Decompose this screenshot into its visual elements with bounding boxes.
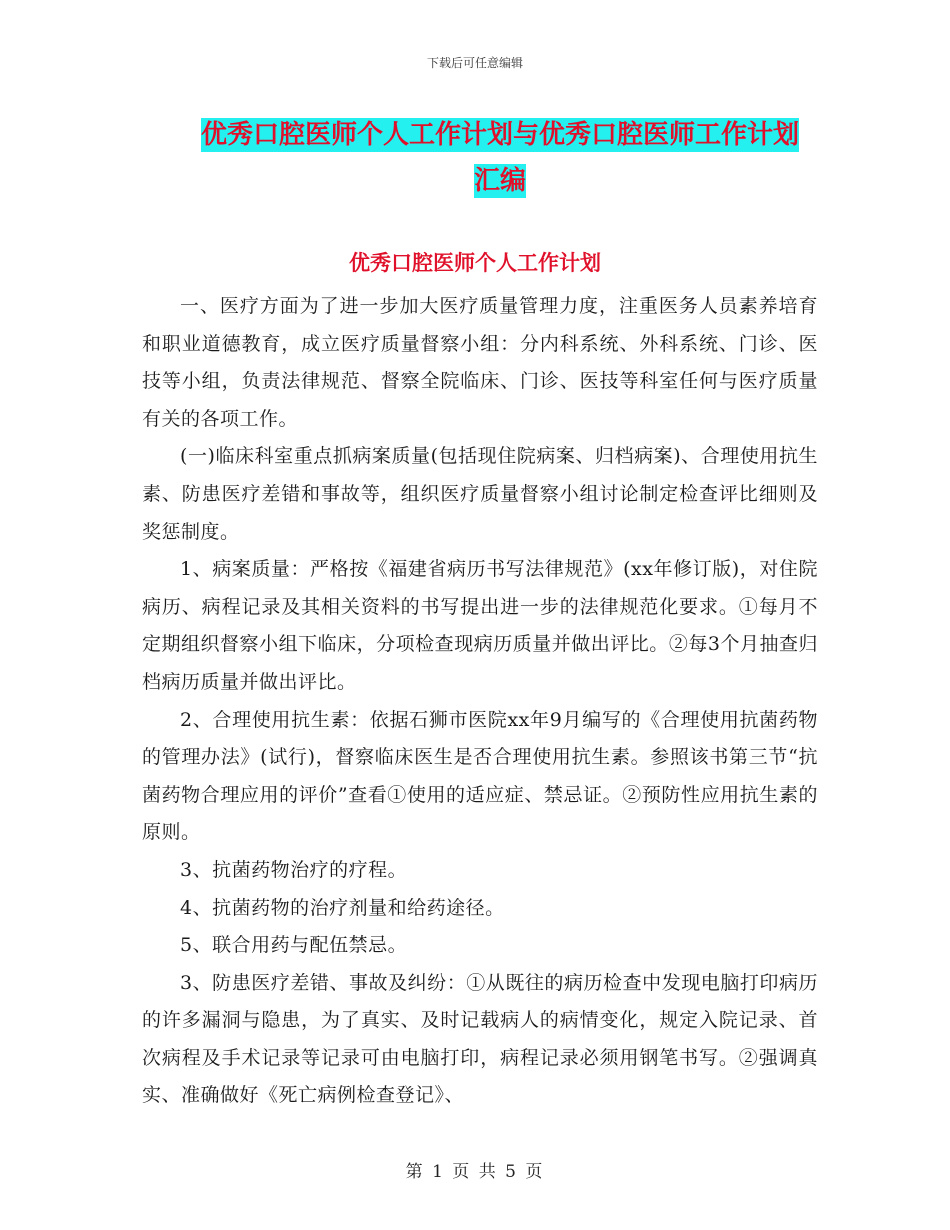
paragraph: 3、防患医疗差错、事故及纠纷：①从既往的病历检查中发现电脑打印病历的许多漏洞与隐患，为了真实、及时记载病人的病情变化，规定入院记录、首次病程及手术记录等记录可由电脑打印，病程记录必须用钢笔书写。②强调真实、准确做好《死亡病例检查登记》、 xyxy=(142,971,818,1107)
paragraph: 5、联合用药与配伍禁忌。 xyxy=(180,934,408,957)
paragraph: (一)临床科室重点抓病案质量(包括现住院病案、归档病案)、合理使用抗生素、防患医疗差错和事故等，组织医疗质量督察小组讨论制定检查评比细则及奖惩制度。 xyxy=(142,445,818,543)
document-title xyxy=(190,112,810,204)
document-title-line-1: 优秀口腔医师个人工作计划与优秀口腔医师工作计划 xyxy=(200,120,799,150)
document-body xyxy=(142,288,818,1115)
section-title: 优秀口腔医师个人工作计划 xyxy=(349,251,601,275)
header-note: 下载后可任意编辑 xyxy=(426,56,523,70)
paragraph: 1、病案质量：严格按《福建省病历书写法律规范》(xx年修订版)，对住院病历、病程记录及其相关资料的书写提出进一步的法律规范化要求。①每月不定期组织督察小组下临床，分项检查现病历质量并做出评比。②每3个月抽查归档病历质量并做出评比。 xyxy=(142,558,818,693)
paragraph: 4、抗菌药物的治疗剂量和给药途径。 xyxy=(180,896,505,919)
paragraph: 3、抗菌药物治疗的疗程。 xyxy=(180,858,408,881)
page-footer: 第 1 页 共 5 页 xyxy=(405,1162,545,1182)
paragraph: 一、医疗方面为了进一步加大医疗质量管理力度，注重医务人员素养培育和职业道德教育，成立医疗质量督察小组：分内科系统、外科系统、门诊、医技等小组，负责法律规范、督察全院临床、门诊、医技等科室任何与医疗质量有关的各项工作。 xyxy=(142,295,818,430)
paragraph: 2、合理使用抗生素：依据石狮市医院xx年9月编写的《合理使用抗菌药物的管理办法》(试行)，督察临床医生是否合理使用抗生素。参照该书第三节“抗菌药物合理应用的评价”查看①使用的适应症、禁忌证。②预防性应用抗生素的原则。 xyxy=(142,708,818,844)
document-title-line-2: 汇编 xyxy=(473,166,526,196)
